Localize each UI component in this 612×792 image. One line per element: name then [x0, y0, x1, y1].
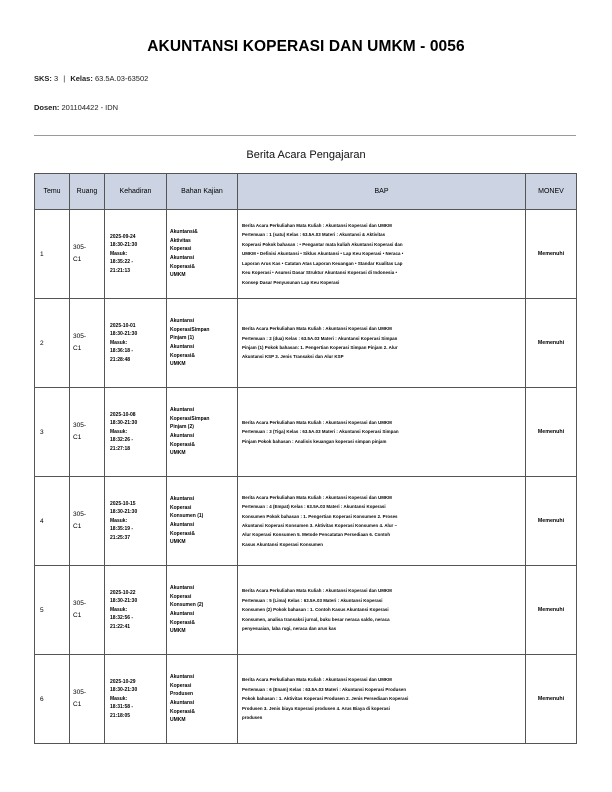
cell-temu: 4	[35, 477, 70, 566]
cell-ruang	[70, 566, 105, 655]
kehadiran-line: 2025-10-15	[110, 500, 136, 507]
bap-text-line: Keu Koperasi • Asumsi Dasar Struktur Akuntansi Koperasi di Indonesia •	[242, 270, 398, 276]
ruang-line: 305-	[73, 689, 87, 696]
bap-table	[34, 173, 577, 744]
bahan-kajian-line: KoperasiSimpan	[170, 326, 210, 333]
section-title: Berita Acara Pengajaran	[246, 149, 366, 161]
cell-temu: 2	[35, 299, 70, 388]
bap-text-line: UMKM • Definisi Akuntansi • Siklus Akuntansi • Lap Keu Koperasi • Neraca •	[242, 251, 404, 257]
bahan-kajian-line: Koperasi&	[170, 263, 196, 270]
cell-monev: Memenuhi	[526, 388, 577, 477]
ruang-line: C1	[73, 523, 82, 530]
bap-text-line: Berita Acara Perkuliahan Mata Kuliah : Akuntansi Koperasi dan UMKM	[242, 677, 392, 683]
kehadiran-line: 18:31:58 -	[110, 704, 134, 711]
column-header-kehadiran: Kehadiran	[105, 174, 167, 210]
kehadiran-line: 18:32:56 -	[110, 615, 134, 622]
kelas-label: Kelas:	[70, 74, 93, 83]
dosen-label: Dosen:	[34, 103, 60, 112]
bahan-kajian-line: UMKM	[170, 717, 186, 724]
table-body	[35, 210, 577, 744]
document-title: AKUNTANSI KOPERASI DAN UMKM - 0056	[147, 38, 465, 55]
cell-temu: 1	[35, 210, 70, 299]
kehadiran-line: Masuk:	[110, 606, 128, 613]
table-row	[35, 566, 577, 655]
kehadiran-line: 18:30-21:30	[110, 687, 138, 694]
cell-kehadiran	[105, 477, 167, 566]
table-row	[35, 655, 577, 744]
bap-text-line: Berita Acara Perkuliahan Mata Kuliah : Akuntansi Koperasi dan UMKM	[242, 494, 392, 500]
kehadiran-line: 21:18:05	[110, 712, 131, 719]
bahan-kajian-line: Konsumen (1)	[170, 513, 204, 520]
bap-text-line: Berita Acara Perkuliahan Mata Kuliah : Akuntansi Koperasi dan UMKM	[242, 326, 392, 332]
bap-text-line: Pinjam (1) Pokok bahasan: 1. Pengertian Koperasi Simpan Pinjam 2. Alur	[242, 345, 398, 350]
bahan-kajian-line: Pinjam (1)	[170, 335, 194, 342]
column-header-temu: Temu	[35, 174, 70, 210]
kehadiran-line: 18:35:19 -	[110, 526, 134, 533]
bahan-kajian-line: Akuntansi	[170, 496, 195, 503]
cell-ruang	[70, 477, 105, 566]
course-meta-line	[34, 74, 148, 83]
table-row	[35, 299, 577, 388]
kehadiran-line: 2025-09-24	[110, 233, 136, 240]
bahan-kajian-line: Produsen	[170, 691, 194, 698]
bap-text-line: Pertemuan : 3 (Tiga) Kelas : 63.5A.03 Materi : Akuntansi Koperasi Simpan	[242, 429, 399, 435]
bahan-kajian-line: UMKM	[170, 450, 186, 457]
kehadiran-line: 18:32:26 -	[110, 437, 134, 444]
kehadiran-line: 18:36:18 -	[110, 348, 134, 355]
kehadiran-line: 2025-10-29	[110, 678, 136, 685]
bap-text-line: Pinjam Pokok bahasan : Analisis keuangan koperasi simpan pinjam	[242, 438, 387, 444]
cell-temu: 6	[35, 655, 70, 744]
sks-label: SKS:	[34, 74, 52, 83]
ruang-line: C1	[73, 256, 82, 263]
bap-text-line: Pertemuan : 2 (dua) Kelas : 63.5A.03 Materi : Akuntansi Koperasi Simpan	[242, 335, 398, 341]
bap-text-line: Pertemuan : 4 (Empat) Kelas : 63.5A.03 Materi : Akuntansi Koperasi	[242, 504, 386, 510]
kelas-value: 63.5A.03-63502	[94, 74, 149, 83]
cell-bap	[238, 655, 526, 744]
bahan-kajian-line: Koperasi	[170, 246, 192, 253]
cell-monev: Memenuhi	[526, 655, 577, 744]
bap-text-line: Alur Koperasi Konsumen 5. Metode Pencatatan Persediaan 6. Contoh	[242, 532, 391, 538]
bahan-kajian-line: Koperasi	[170, 682, 192, 689]
bahan-kajian-line: Konsumen (2)	[170, 602, 204, 609]
table-row	[35, 477, 577, 566]
cell-bahan-kajian	[167, 477, 238, 566]
column-header-ruang: Ruang	[70, 174, 105, 210]
bahan-kajian-line: Pinjam (2)	[170, 424, 194, 431]
column-header-bap: BAP	[238, 174, 526, 210]
table-header-row	[35, 174, 577, 210]
kehadiran-line: 21:27:18	[110, 445, 131, 452]
ruang-line: C1	[73, 434, 82, 441]
cell-ruang	[70, 210, 105, 299]
bahan-kajian-line: Koperasi	[170, 593, 192, 600]
cell-ruang	[70, 655, 105, 744]
cell-monev: Memenuhi	[526, 299, 577, 388]
kehadiran-line: Masuk:	[110, 695, 128, 702]
bahan-kajian-line: Akuntansi	[170, 407, 195, 414]
bap-text-line: penyesuaian, laba rugi, neraca dan arus kas	[242, 626, 337, 632]
bap-text-line: Konsumen (2) Pokok bahasan : 1. Contoh Kasus Akuntansi Koperasi	[242, 607, 389, 613]
kehadiran-line: Masuk:	[110, 428, 128, 435]
bap-text-line: Konsep Dasar Penyusunan Lap Keu Koperasi	[242, 279, 340, 285]
cell-monev: Memenuhi	[526, 477, 577, 566]
bahan-kajian-line: Akuntansi	[170, 318, 195, 325]
column-header-bahan-kajian: Bahan Kajian	[167, 174, 238, 210]
cell-bap	[238, 210, 526, 299]
kehadiran-line: 18:35:22 -	[110, 259, 134, 266]
cell-monev: Memenuhi	[526, 566, 577, 655]
kehadiran-line: 18:30-21:30	[110, 420, 138, 427]
table-row	[35, 210, 577, 299]
bahan-kajian-line: Akuntansi	[170, 433, 195, 439]
bap-text-line: Pertemuan : 6 (Enam) Kelas : 63.5A.03 Materi : Akuntansi Koperasi Produsen	[242, 686, 407, 692]
bap-text-line: Pokok bahasan : 1. Aktivitas Koperasi Produsen 2. Jenis Persediaan Koperasi	[242, 696, 409, 702]
bahan-kajian-line: Akuntansi	[170, 522, 195, 528]
bahan-kajian-line: Aktivitas	[170, 237, 191, 244]
cell-bap	[238, 299, 526, 388]
cell-bahan-kajian	[167, 299, 238, 388]
kehadiran-line: 21:21:13	[110, 267, 131, 274]
ruang-line: C1	[73, 345, 82, 352]
cell-ruang	[70, 388, 105, 477]
bap-text-line: Akuntansi KSP 3. Jenis Transaksi dan Alur KSP	[242, 354, 344, 360]
kehadiran-line: 21:22:41	[110, 623, 131, 630]
table-row	[35, 388, 577, 477]
bap-text-line: Laporan Arus Kas • Catatan Atas Laporan Keuangan • Standar Kualitas Lap	[242, 260, 403, 266]
bap-text-line: Berita Acara Perkuliahan Mata Kuliah : Akuntansi Koperasi dan UMKM	[242, 419, 392, 425]
bahan-kajian-line: UMKM	[170, 628, 186, 635]
kehadiran-line: Masuk:	[110, 250, 128, 257]
cell-kehadiran	[105, 210, 167, 299]
bap-text-line: produsen	[242, 715, 263, 721]
dosen-value: 201104422 - IDN	[61, 103, 119, 112]
cell-kehadiran	[105, 388, 167, 477]
sks-value: 3	[54, 74, 59, 83]
header-divider	[34, 135, 576, 136]
cell-kehadiran	[105, 299, 167, 388]
kehadiran-line: 21:25:37	[110, 534, 131, 541]
ruang-line: 305-	[73, 244, 87, 251]
cell-kehadiran	[105, 655, 167, 744]
kehadiran-line: 18:30-21:30	[110, 242, 138, 249]
bahan-kajian-line: Koperasi&	[170, 619, 196, 626]
bap-text-line: Produsen 3. Jenis biaya Koperasi produsen 4. Arus Biaya di koperasi	[242, 705, 390, 711]
column-header-monev: MONEV	[526, 174, 577, 210]
bap-text-line: Pertemuan : 5 (Lima) Kelas : 63.5A.03 Materi : Akuntansi Koperasi	[242, 597, 383, 603]
bahan-kajian-line: Koperasi	[170, 504, 192, 511]
bahan-kajian-line: UMKM	[170, 361, 186, 368]
lecturer-line	[34, 103, 118, 112]
bahan-kajian-line: UMKM	[170, 272, 186, 279]
kehadiran-line: 2025-10-22	[110, 589, 136, 596]
bap-text-line: Koperasi Pokok bahasan : • Pengantar mata kuliah Akuntansi Koperasi dan	[242, 241, 403, 247]
kehadiran-line: 2025-10-08	[110, 411, 136, 418]
cell-kehadiran	[105, 566, 167, 655]
bap-text-line: Berita Acara Perkuliahan Mata Kuliah : Akuntansi Koperasi dan UMKM	[242, 223, 392, 229]
kehadiran-line: 18:30-21:30	[110, 598, 138, 605]
ruang-line: C1	[73, 701, 82, 708]
bap-text-line: Berita Acara Perkuliahan Mata Kuliah : Akuntansi Koperasi dan UMKM	[242, 588, 392, 594]
ruang-line: C1	[73, 612, 82, 619]
bahan-kajian-line: Akuntansi	[170, 611, 195, 617]
cell-bahan-kajian	[167, 210, 238, 299]
bahan-kajian-line: Akuntansi	[170, 674, 195, 681]
bahan-kajian-line: Koperasi&	[170, 708, 196, 715]
kehadiran-line: Masuk:	[110, 339, 128, 346]
meta-separator: |	[63, 74, 66, 83]
ruang-line: 305-	[73, 422, 87, 429]
cell-bap	[238, 566, 526, 655]
bap-text-line: Kasus Akuntansi Koperasi Konsumen	[242, 541, 324, 547]
bahan-kajian-line: Koperasi&	[170, 530, 196, 537]
cell-temu: 5	[35, 566, 70, 655]
kehadiran-line: 18:30-21:30	[110, 331, 138, 338]
bahan-kajian-line: Akuntansi	[170, 700, 195, 706]
ruang-line: 305-	[73, 600, 87, 607]
bahan-kajian-line: UMKM	[170, 539, 186, 546]
kehadiran-line: 18:30-21:30	[110, 509, 138, 516]
bahan-kajian-line: KoperasiSimpan	[170, 415, 210, 422]
bahan-kajian-line: Akuntansi	[170, 255, 195, 261]
bahan-kajian-line: Akuntansi	[170, 585, 195, 592]
bahan-kajian-line: Akuntansi	[170, 344, 195, 350]
cell-bap	[238, 388, 526, 477]
bap-text-line: Akuntansi Koperasi Konsumen 3. Aktivitas Koperasi Konsumen 4. Alur –	[242, 523, 398, 528]
cell-bahan-kajian	[167, 566, 238, 655]
bahan-kajian-line: Akuntansi&	[170, 229, 198, 236]
bahan-kajian-line: Koperasi&	[170, 441, 196, 448]
cell-ruang	[70, 299, 105, 388]
bap-text-line: Pertemuan : 1 (satu) Kelas : 63.5A.03 Materi : Akuntansi & Aktivitas	[242, 232, 386, 238]
cell-bahan-kajian	[167, 655, 238, 744]
ruang-line: 305-	[73, 511, 87, 518]
bap-text-line: Konsumen, analisa transaksi jurnal, buku besar neraca saldo, neraca	[242, 616, 390, 622]
cell-monev: Memenuhi	[526, 210, 577, 299]
kehadiran-line: Masuk:	[110, 517, 128, 524]
kehadiran-line: 21:28:48	[110, 356, 131, 363]
cell-temu: 3	[35, 388, 70, 477]
bap-text-line: Konsumen Pokok bahasan : 1. Pengertian Koperasi Konsumen 2. Proses	[242, 513, 398, 519]
cell-bap	[238, 477, 526, 566]
ruang-line: 305-	[73, 333, 87, 340]
kehadiran-line: 2025-10-01	[110, 322, 136, 329]
cell-bahan-kajian	[167, 388, 238, 477]
bahan-kajian-line: Koperasi&	[170, 352, 196, 359]
